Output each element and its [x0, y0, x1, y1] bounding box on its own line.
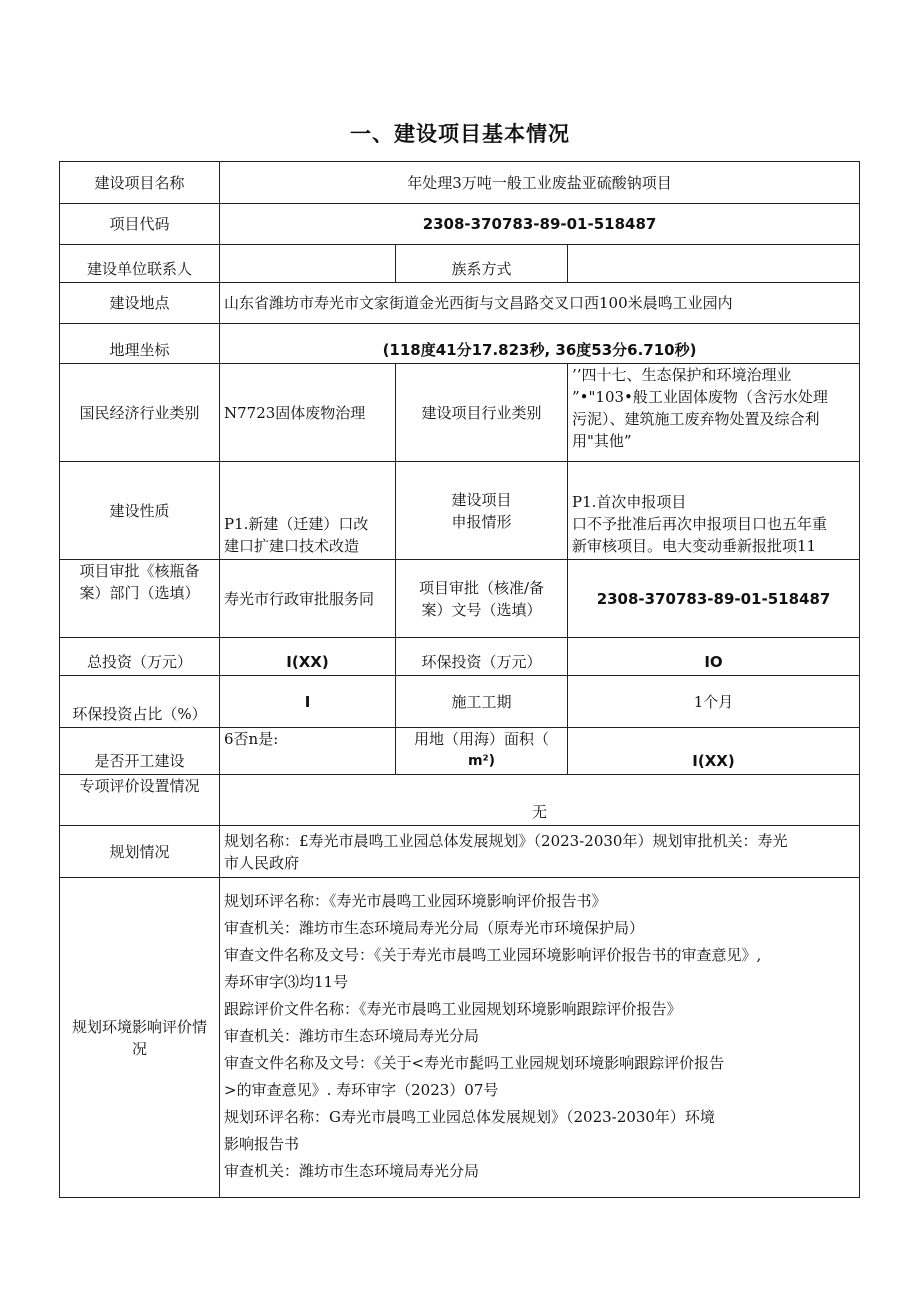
row-env-ratio: [60, 676, 860, 728]
approval-dept-label-line: 项目审批《核瓶备: [79, 562, 200, 580]
nature-label: 建设性质: [60, 462, 220, 560]
project-industry-line: ”•"103•般工业固体废物（含污水处理: [572, 388, 828, 406]
approval-dept-label: [60, 560, 220, 638]
declare-value: [568, 462, 860, 560]
industry-label: 国民经济行业类别: [60, 364, 220, 462]
planning-line: 规划名称：£寿光市晨鸣工业园总体发展规划》（2023-2030年）规划审批机关：寿光: [224, 831, 788, 850]
project-industry-label: 建设项目行业类别: [396, 364, 568, 462]
declare-label-line: 申报情形: [451, 512, 512, 531]
nature-value-line: P1.新建（迁建）口改: [224, 515, 369, 533]
planning-label: 规划情况: [60, 826, 220, 878]
project-name-value: 年处理3万吨一般工业废盐亚硫酸钠项目: [220, 162, 860, 204]
declare-label: [396, 462, 568, 560]
total-investment-value: I(XX): [220, 638, 396, 676]
construction-period-value: 1个月: [568, 676, 860, 728]
planning-line: 市人民政府: [224, 853, 300, 872]
started-value: 6否n是:: [220, 728, 396, 775]
row-started: [60, 728, 860, 775]
industry-value: N7723固体废物治理: [220, 364, 396, 462]
coordinates-label: 地理坐标: [60, 324, 220, 364]
contact-value: [220, 245, 396, 283]
coordinates-value: (118度41分17.823秒, 36度53分6.710秒): [220, 324, 860, 364]
project-industry-line: 污泥）、建筑施工废弃物处置及综合利: [572, 410, 820, 428]
phone-label: 族系方式: [396, 245, 568, 283]
approval-dept-label-line: 案）部门（选填）: [79, 584, 200, 602]
plan-env-value: [220, 878, 860, 1198]
declare-label-line: 建设项目: [451, 490, 512, 509]
project-industry-line: 用"其他”: [572, 432, 632, 450]
row-planning: [60, 826, 860, 878]
approval-dept-value: 寿光市行政审批服务同: [220, 560, 396, 638]
row-nature: [60, 462, 860, 560]
project-code-label: 项目代码: [60, 204, 220, 245]
row-plan-env: [60, 878, 860, 1198]
land-area-label-line: 用地（用海）面积（: [413, 730, 549, 748]
row-special-eval: [60, 775, 860, 826]
plan-env-line: 审查机关：潍坊市生态环境局寿光分局（原寿光市环境保护局）: [224, 919, 645, 937]
land-area-label-line: m²): [467, 753, 496, 769]
phone-value: [568, 245, 860, 283]
plan-env-line: 规划环评名称：《寿光市晨鸣工业园环境影响评价报告书》: [224, 892, 607, 910]
row-coordinates: [60, 324, 860, 364]
plan-env-line: 寿环审字⑶均11号: [224, 973, 349, 991]
project-name-label: 建设项目名称: [60, 162, 220, 204]
started-label: 是否开工建设: [60, 728, 220, 775]
plan-env-line: >的审查意见》. 寿环审字（2023）07号: [224, 1081, 499, 1099]
declare-value-line: 新审核项目。电大变动垂新报批项11: [572, 537, 817, 555]
env-investment-value: IO: [568, 638, 860, 676]
plan-env-line: 审查机关：潍坊市生态环境局寿光分局: [224, 1027, 480, 1045]
location-label: 建设地点: [60, 283, 220, 324]
row-location: [60, 283, 860, 324]
env-investment-label: 环保投资（万元）: [396, 638, 568, 676]
approval-no-label: [396, 560, 568, 638]
project-industry-line: ’’四十七、生态保护和环境治理业: [572, 366, 792, 384]
plan-env-line: 影响报告书: [224, 1135, 300, 1153]
row-approval: [60, 560, 860, 638]
row-contact: [60, 245, 860, 283]
row-project-name: [60, 162, 860, 204]
plan-env-line: 规划环评名称：G寿光市晨鸣工业园总体发展规划》（2023-2030年）环境: [224, 1108, 715, 1126]
declare-value-line: P1.首次申报项目: [572, 493, 687, 511]
nature-value: [220, 462, 396, 560]
land-area-value: I(XX): [568, 728, 860, 775]
plan-env-line: 审查文件名称及文号：《关于寿光市晨鸣工业园环境影响评价报告书的审查意见》,: [224, 946, 762, 964]
contact-label: 建设单位联系人: [60, 245, 220, 283]
plan-env-line: 审查文件名称及文号：《关于<寿光市髭吗工业园规划环境影响跟踪评价报告: [224, 1054, 725, 1072]
special-eval-value: 无: [220, 775, 860, 826]
project-industry-value: [568, 364, 860, 462]
approval-no-value: 2308-370783-89-01-518487: [568, 560, 860, 638]
row-investment: [60, 638, 860, 676]
total-investment-label: 总投资（万元）: [60, 638, 220, 676]
project-code-value: 2308-370783-89-01-518487: [220, 204, 860, 245]
land-area-label: [396, 728, 568, 775]
location-value: 山东省潍坊市寿光市文家街道金光西街与文昌路交叉口西100米晨鸣工业园内: [220, 283, 860, 324]
row-project-code: [60, 204, 860, 245]
plan-env-label-line: 况: [131, 1039, 147, 1058]
plan-env-label: [60, 878, 220, 1198]
row-industry: [60, 364, 860, 462]
construction-period-label: 施工工期: [396, 676, 568, 728]
declare-value-line: 口不予批准后再次申报项目口也五年重: [572, 515, 828, 533]
nature-value-line: 建口扩建口技术改造: [224, 537, 360, 555]
project-info-table: [59, 161, 860, 1198]
page-title: 一、建设项目基本情况: [350, 122, 570, 146]
env-ratio-label: 环保投资占比（%）: [60, 676, 220, 728]
special-eval-label: 专项评价设置情况: [60, 775, 220, 826]
plan-env-line: 审查机关：潍坊市生态环境局寿光分局: [224, 1162, 480, 1180]
plan-env-line: 跟踪评价文件名称：《寿光市晨鸣工业园规划环境影响跟踪评价报告》: [224, 1000, 682, 1018]
env-ratio-value: I: [220, 676, 396, 728]
planning-value: [220, 826, 860, 878]
plan-env-label-line: 规划环境影响评价情: [71, 1017, 207, 1036]
approval-no-label-line: 案）文号（选填）: [421, 600, 542, 619]
approval-no-label-line: 项目审批（核准/备: [418, 578, 545, 597]
